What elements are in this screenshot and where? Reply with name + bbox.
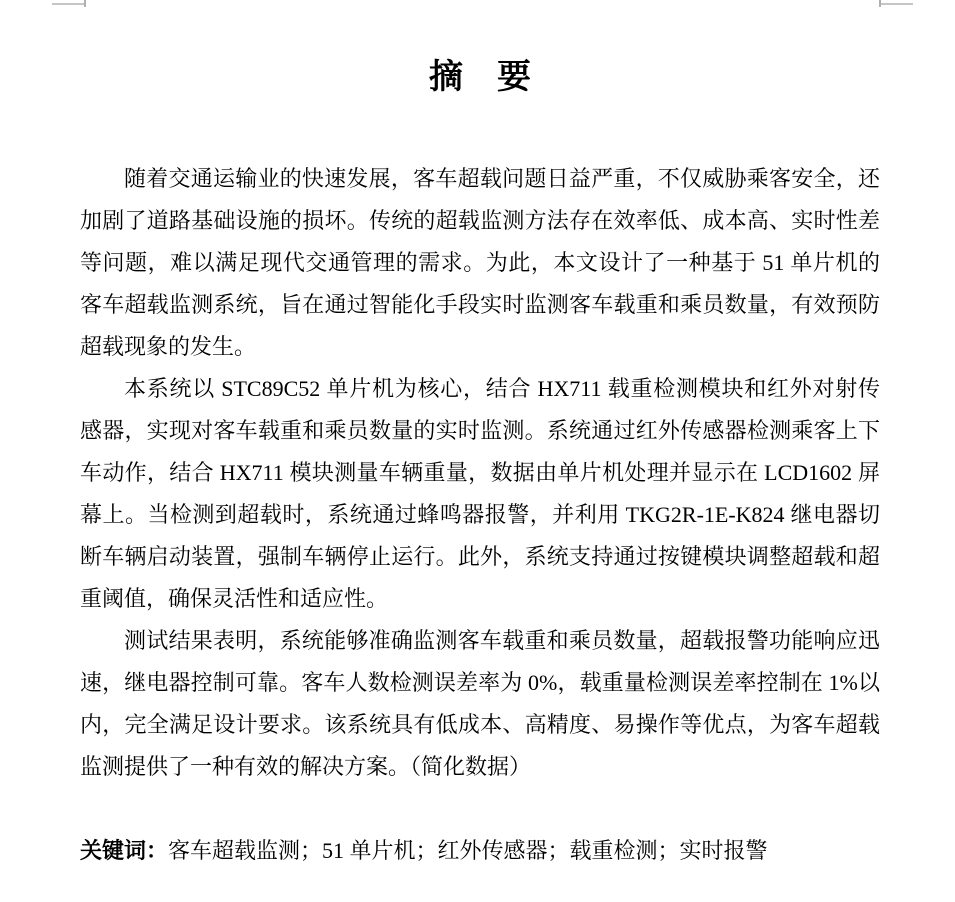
abstract-content bbox=[80, 0, 880, 894]
keywords-text: 客车超载监测；51 单片机；红外传感器；载重检测；实时报警 bbox=[168, 838, 768, 863]
abstract-paragraph-2: 本系统以 STC89C52 单片机为核心，结合 HX711 载重检测模块和红外对射传感器，实现对客车载重和乘员数量的实时监测。系统通过红外传感器检测乘客上下车动作，结合 HX711 模块测量车辆重量，数据由单片机处理并显示在 LCD1602 屏幕上。当检测到超载时，系统通过蜂鸣器报警，并利用 TKG2R-1E-K824 继电器切断车辆启动装置，强制车辆停止运行。此外，系统支持通过按键模块调整超载和超重阈值，确保灵活性和适应性。 bbox=[80, 376, 880, 611]
crop-mark-top-right bbox=[879, 0, 913, 8]
crop-mark-horizontal-line bbox=[881, 3, 913, 5]
abstract-body bbox=[80, 158, 880, 788]
page-title: 摘 要 bbox=[429, 58, 531, 96]
abstract-paragraph-1: 随着交通运输业的快速发展，客车超载问题日益严重，不仅威胁乘客安全，还加剧了道路基础设施的损坏。传统的超载监测方法存在效率低、成本高、实时性差等问题，难以满足现代交通管理的需求。为此，本文设计了一种基于 51 单片机的客车超载监测系统，旨在通过智能化手段实时监测客车载重和乘员数量，有效预防超载现象的发生。 bbox=[80, 166, 880, 359]
keywords-label: 关键词： bbox=[80, 838, 169, 863]
keywords-line bbox=[80, 830, 880, 872]
abstract-paragraph-3: 测试结果表明，系统能够准确监测客车载重和乘员数量，超载报警功能响应迅速，继电器控制可靠。客车人数检测误差率为 0%，载重量检测误差率控制在 1%以内，完全满足设计要求。该系统具有低成本、高精度、易操作等优点，为客车超载监测提供了一种有效的解决方案。（简化数据） bbox=[80, 628, 880, 779]
